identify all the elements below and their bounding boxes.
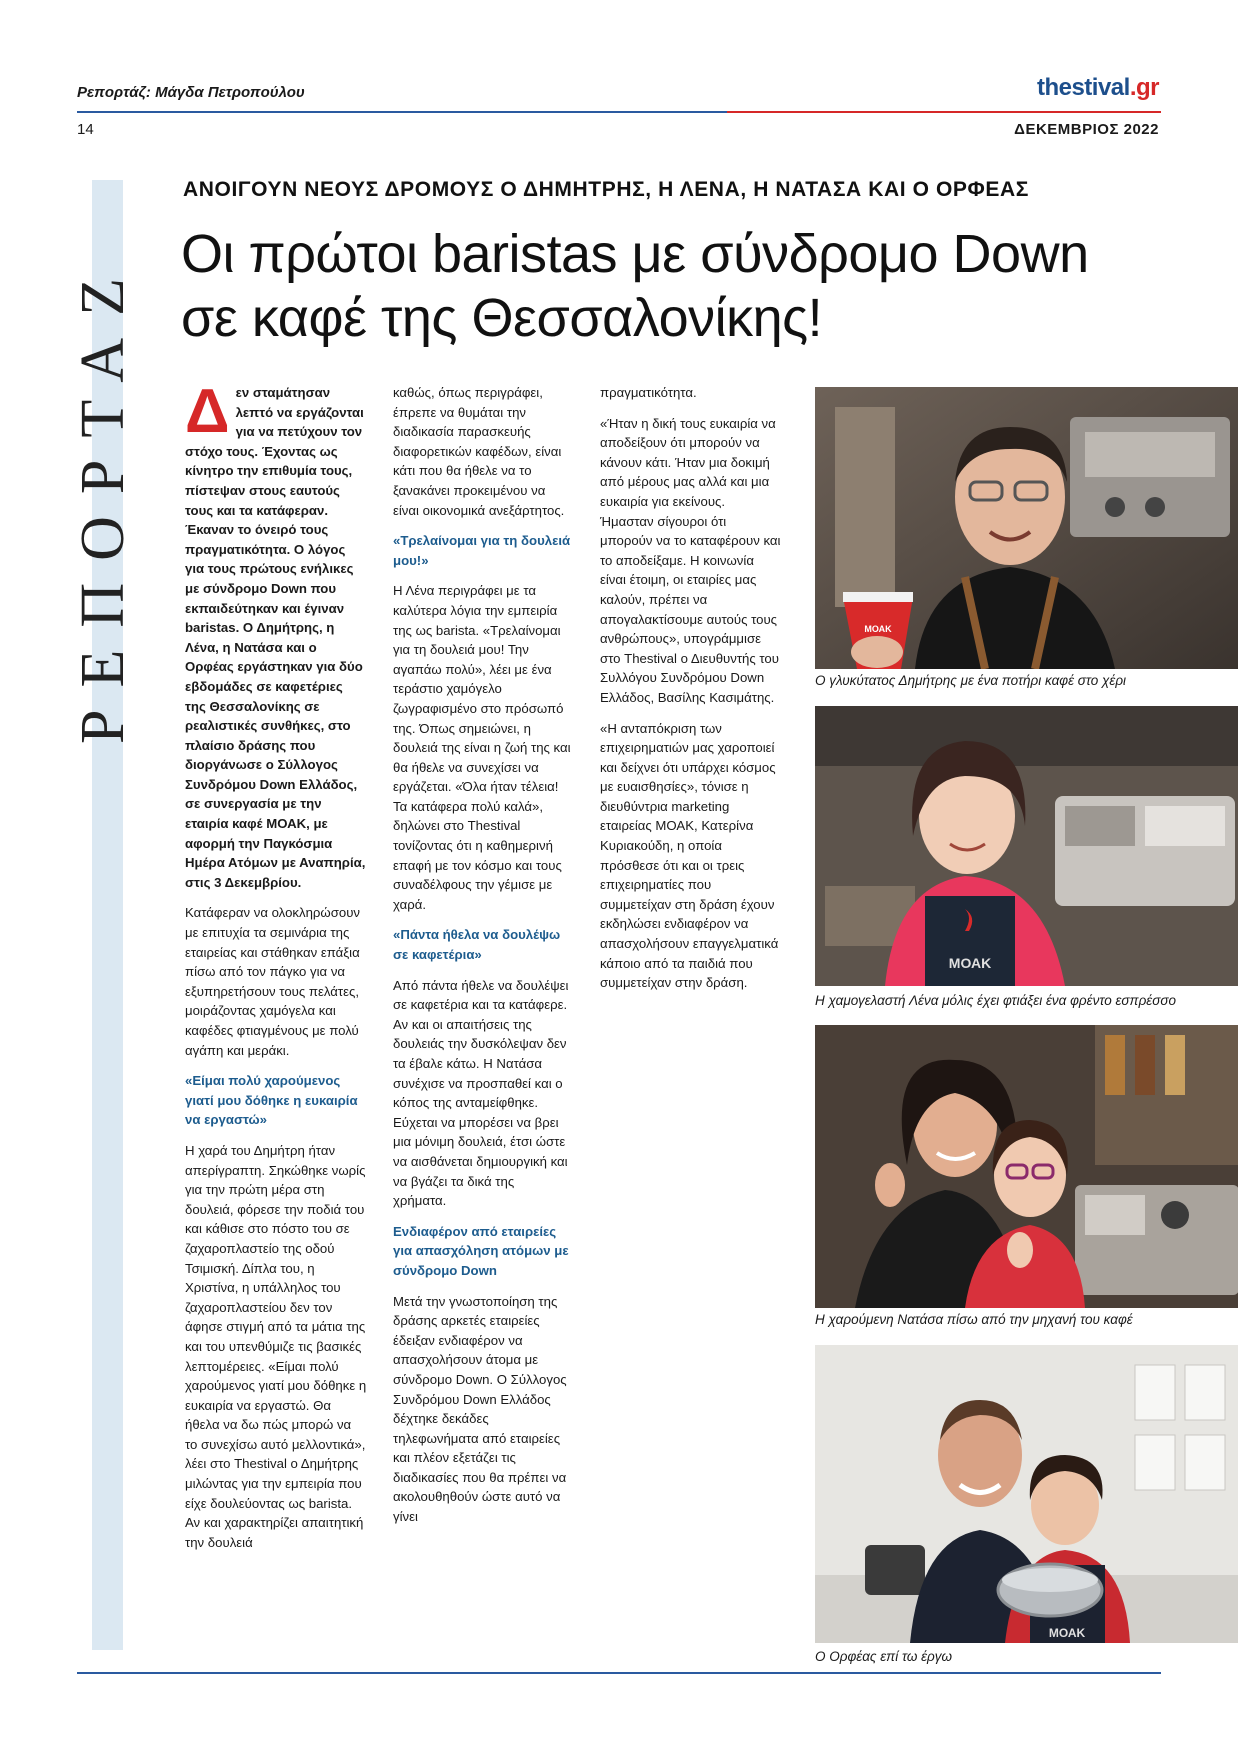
photo-natasa (815, 1025, 1238, 1308)
drop-cap: Δ (185, 377, 230, 446)
subheading: «Είμαι πολύ χαρούμενος γιατί μου δόθηκε η ευκαιρία να εργαστώ» (185, 1073, 358, 1128)
subheading: «Τρελαίνομαι για τη δουλειά μου!» (393, 533, 571, 568)
site-logo (1037, 74, 1159, 102)
photo-caption: Ο γλυκύτατος Δημήτρης με ένα ποτήρι καφέ στο χέρι (815, 673, 1127, 688)
apron-brand-text: ΜΟΑΚ (948, 955, 992, 971)
paragraph: Κατάφεραν να ολοκληρώσουν με επιτυχία τα σεμινάρια της εταιρείας και στάθηκαν επάξια πίσω από τον πάγκο για να εξυπηρετήσουν τους πελάτες, μοιράζοντας χαμόγελα και καφέδες φτιαγμένους με πολύ αγάπη και μεράκι. (185, 905, 361, 1058)
headline-line-1: Οι πρώτοι baristas με σύνδρομο Down (181, 224, 1089, 284)
paragraph: Μετά την γνωστοποίηση της δράσης αρκετές εταιρείες έδειξαν ενδιαφέρον να απασχολήσουν άτομα με σύνδρομο Down. Ο Σύλλογος Συνδρόμου Down Ελλάδος δέχτηκε δεκάδες τηλεφωνήματα από εταιρείες και πλέον εξετάζει τις διαδικασίες που θα πρέπει να ακολουθηθούν ώστε αυτό να γίνει (393, 1293, 567, 1525)
paragraph: καθώς, όπως περιγράφει, έπρεπε να θυμάται την διαδικασία παρασκευής διαφορετικών καφέδων, είναι κάτι που θα ήθελε να το ξανακάνει προκειμένου να είναι οικονομικά ανεξάρτητος. (393, 385, 565, 518)
article-kicker: ΑΝΟΙΓΟΥΝ ΝΕΟΥΣ ΔΡΟΜΟΥΣ Ο ΔΗΜΗΤΡΗΣ, Η ΛΕΝΑ, Η ΝΑΤΑΣΑ ΚΑΙ Ο ΟΡΦΕΑΣ (183, 178, 1029, 201)
article-column-2 (393, 383, 571, 1538)
photo-caption: Η χαρούμενη Νατάσα πίσω από την μηχανή του καφέ (815, 1312, 1133, 1327)
cup-brand-text: ΜΟΑΚ (864, 624, 892, 634)
photo-caption: Η χαμογελαστή Λένα μόλις έχει φτιάξει ένα φρέντο εσπρέσσο (815, 993, 1177, 1008)
issue-date: ΔΕΚΕΜΒΡΙΟΣ 2022 (1014, 121, 1159, 138)
article-headline (181, 222, 1161, 350)
paragraph: Από πάντα ήθελε να δουλέψει σε καφετέρια και τα κατάφερε. Αν και οι απαιτήσεις της δουλειάς την δυσκόλεψαν δεν τα έβαλε κάτω. Η Νατάσα συνέχισε να προσπαθεί και ο κόπος της ανταμείφθηκε. Εύχεται να μπορέσει να βρει μια μόνιμη δουλειά, έτσι ώστε να αισθάνεται δημιουργική και να βγάζει τα δικά της χρήματα. (393, 977, 569, 1209)
section-label: ΡΕΠΟΡΤΑΖ (69, 256, 137, 744)
article-column-3 (600, 383, 782, 1004)
subheading: Ενδιαφέρον από εταιρείες για απασχόληση ατόμων με σύνδρομο Down (393, 1223, 569, 1278)
lead-paragraph (185, 377, 367, 892)
photo-caption: Ο Ορφέας επί τω έργω (815, 1649, 953, 1664)
paragraph: Η χαρά του Δημήτρη ήταν απερίγραπτη. Σηκώθηκε νωρίς για την πρώτη μέρα στη δουλειά, φόρεσε την ποδιά του και κάθισε στο πόστο του σε ζαχαροπλαστείο της οδού Τσιμισκή. Δίπλα του, η Χριστίνα, η υπάλληλος του ζαχαροπλαστείου δεν τον άφησε στιγμή από τα μάτια της και του υπενθύμιζε τις βασικές λεπτομέρειες. «Είμαι πολύ χαρούμενος γιατί μου δόθηκε η ευκαιρία να εργαστώ. Θα ήθελα να δω πώς μπορώ να το συνεχίσω αυτό μελλοντικά», λέει στο Thestival ο Δημήτρης μιλώντας για την εμπειρία που είχε δουλεύοντας ως barista. Αν και χαρακτηρίζει απαιτητική την δουλειά (185, 1142, 367, 1550)
paragraph: πραγματικότητα. (600, 385, 697, 400)
logo-domain: .gr (1129, 74, 1159, 101)
photo-dimitris (815, 387, 1238, 669)
paragraph: «Ήταν η δική τους ευκαιρία να αποδείξουν ότι μπορούν να κάνουν κάτι. Ήταν μια δοκιμή από μέρους μας αλλά και μια ευκαιρία για εκείνους. Ήμασταν σίγουροι ότι μπορούν να το καταφέρουν και το αποδείξαμε. Η κοινωνία είναι έτοιμη, οι εταιρίες μας καλούν, πρέπει να απογαλακτίσουμε αυτούς τους ανθρώπους», υπογράμμισε στο Thestival ο Διευθυντής του Συλλόγου Συνδρόμου Down Ελλάδος, Βασίλης Κασιμάτης. (600, 415, 781, 705)
headline-line-2: σε καφέ της Θεσσαλονίκης! (181, 288, 823, 348)
page-number: 14 (77, 121, 94, 138)
subheading: «Πάντα ήθελα να δουλέψω σε καφετέρια» (393, 927, 561, 963)
paragraph: «Η ανταπόκριση των επιχειρηματιών μας χαροποιεί και δείχνει ότι υπάρχει κόσμος με ευαισθησίες», τόνισε η διευθύντρια marketing εταιρείας ΜΟΑΚ, Κατερίνα Κυριακούδη, η οποία πρόσθεσε ότι και οι τρεις επιχειρηματίες που συμμετείχαν στη δράση έχουν εκδηλώσει ενδιαφέρον να απασχολήσουν επαγγελματικά κάποιο από τα παιδιά που συμμετείχαν στην δράση. (600, 720, 779, 991)
paragraph: Η Λένα περιγράφει με τα καλύτερα λόγια την εμπειρία της ως barista. «Τρελαίνομαι για τη δουλειά μου! Την αγαπάω πολύ», λέει με ένα τεράστιο χαμόγελο ζωγραφισμένο στο πρόσωπό της. Όπως σημειώνει, η δουλειά της είναι η ζωή της και θα ήθελε να συνεχίσει να εργάζεται. «Όλα ήταν τέλεια! Τα κατάφερα πολύ καλά», δηλώνει στο Thestival τονίζοντας ότι η καθημερινή επαφή με τον κόσμο και τους συναδέλφους την γέμισε με χαρά. (393, 583, 571, 912)
photo-lena (815, 706, 1238, 986)
apron-brand-text: ΜΟΑΚ (1048, 1626, 1086, 1640)
footer-rule (77, 1672, 1161, 1674)
header-rule (77, 111, 1161, 113)
reporter-byline: Ρεπορτάζ: Μάγδα Πετροπούλου (77, 84, 305, 101)
lead-text: εν σταμάτησαν λεπτό να εργάζονται για να πετύχουν τον στόχο τους. Έχοντας ως κίνητρο την επιθυμία τους, πίστεψαν στους εαυτούς τους και τα κατάφεραν. Έκαναν το όνειρό τους πραγματικότητα. Ο λόγος για τους πρώτους ενήλικες με σύνδρομο Down που εκπαιδεύτηκαν και έγιναν baristas. Ο Δημήτρης, η Λένα, η Νατάσα και ο Ορφέας εργάστηκαν για δύο εβδομάδες σε καφετέριες της Θεσσαλονίκης σε ρεαλιστικές συνθήκες, στο πλαίσιο δράσης που διοργάνωσε ο Σύλλογος Συνδρόμου Down Ελλάδος, σε συνεργασία με την εταιρία καφέ ΜΟΑΚ, με αφορμή την Παγκόσμια Ημέρα Ατόμων με Αναπηρία, στις 3 Δεκεμβρίου. (185, 385, 366, 890)
photo-orfeas (815, 1345, 1238, 1643)
article-column-1 (185, 377, 367, 1563)
logo-main: thestival (1036, 74, 1130, 101)
